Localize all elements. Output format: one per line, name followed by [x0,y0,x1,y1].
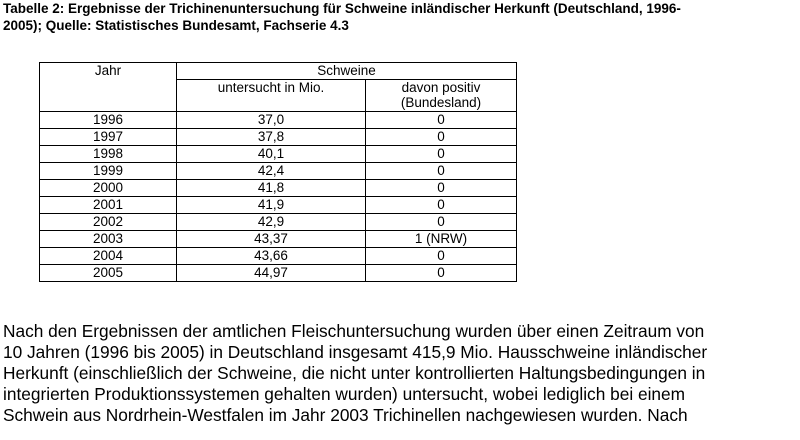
cell-positive: 0 [366,112,517,129]
cell-positive: 0 [366,248,517,265]
table-row [40,129,517,146]
cell-examined: 42,9 [177,214,366,231]
paragraph-line: Schwein aus Nordrhein-Westfalen im Jahr 2003 Trichinellen nachgewiesen wurden. Nach [3,405,688,425]
paragraph-line: Nach den Ergebnissen der amtlichen Fleischuntersuchung wurden über einen Zeitraum von [3,321,705,341]
cell-positive: 1 (NRW) [366,231,517,248]
table-row [40,180,517,197]
cell-year: 2000 [40,180,177,197]
cell-year: 1999 [40,163,177,180]
cell-examined: 43,66 [177,248,366,265]
header-examined: untersucht in Mio. [177,80,366,112]
table-caption [3,0,800,34]
table-row [40,146,517,163]
cell-year: 1998 [40,146,177,163]
table-row [40,197,517,214]
paragraph-line: 10 Jahren (1996 bis 2005) in Deutschland insgesamt 415,9 Mio. Hausschweine inländischer [3,342,708,362]
cell-examined: 40,1 [177,146,366,163]
table-row [40,265,517,282]
paragraph-line: integrierten Produktionssystemen gehalten wurden) untersucht, wobei lediglich bei einem [3,384,686,404]
cell-examined: 37,0 [177,112,366,129]
cell-examined: 41,8 [177,180,366,197]
table-row [40,248,517,265]
table-body [40,112,517,282]
table-row [40,163,517,180]
cell-examined: 37,8 [177,129,366,146]
table-row [40,214,517,231]
cell-examined: 44,97 [177,265,366,282]
cell-year: 1996 [40,112,177,129]
caption-line-2: 2005); Quelle: Statistisches Bundesamt, Fachserie 4.3 [3,18,349,33]
cell-positive: 0 [366,214,517,231]
cell-year: 2003 [40,231,177,248]
cell-year: 1997 [40,129,177,146]
cell-year: 2004 [40,248,177,265]
cell-examined: 42,4 [177,163,366,180]
trichinella-results-table [39,62,517,282]
table-row [40,231,517,248]
cell-positive: 0 [366,129,517,146]
cell-positive: 0 [366,265,517,282]
cell-positive: 0 [366,197,517,214]
header-positive: davon positiv (Bundesland) [366,80,517,112]
caption-line-1: Tabelle 2: Ergebnisse der Trichinenuntersuchung für Schweine inländischer Herkunft (Deutschland, 1996- [3,1,681,16]
cell-examined: 41,9 [177,197,366,214]
cell-positive: 0 [366,180,517,197]
paragraph-line: Herkunft (einschließlich der Schweine, die nicht unter kontrollierten Haltungsbedingungen in [3,363,706,383]
header-year: Jahr [40,63,177,112]
cell-year: 2002 [40,214,177,231]
cell-examined: 43,37 [177,231,366,248]
table-row [40,112,517,129]
cell-year: 2001 [40,197,177,214]
header-pigs: Schweine [177,63,517,80]
cell-positive: 0 [366,163,517,180]
cell-positive: 0 [366,146,517,163]
cell-year: 2005 [40,265,177,282]
body-paragraph [3,321,800,426]
